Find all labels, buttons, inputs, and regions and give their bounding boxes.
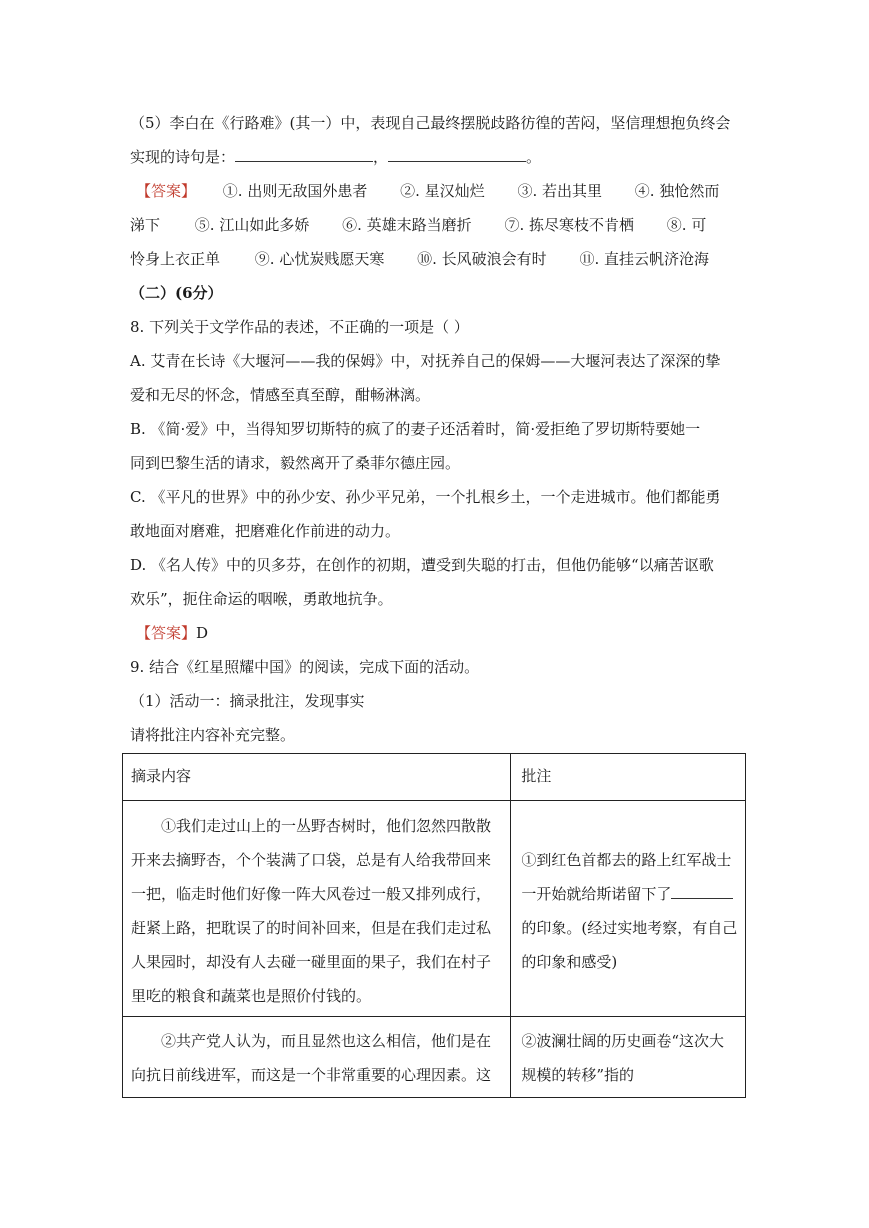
answer-line-1: [136, 181, 756, 201]
answer-blank-1[interactable]: [235, 147, 373, 162]
answer-blank-2[interactable]: [388, 147, 526, 162]
header-cell-note: [511, 754, 746, 801]
note-line: ①到红色首都去的路上红军战士: [521, 851, 732, 869]
answer-item: ④. 独怆然而: [634, 182, 720, 200]
answer-item: ⑩. 长风破浪会有时: [417, 250, 547, 268]
note-line: 的印象和感受): [521, 953, 618, 971]
note-cell: [511, 801, 746, 1017]
q9-stem: 9. 结合《红星照耀中国》的阅读，完成下面的活动。: [130, 658, 480, 676]
header-excerpt: 摘录内容: [131, 767, 192, 785]
answer-line-2: [130, 215, 750, 235]
q5-comma: ，: [373, 148, 389, 166]
q5-line2-prefix: 实现的诗句是：: [130, 148, 236, 166]
excerpt-line: 向抗日前线进军，而这是一个非常重要的心理因素。这: [131, 1066, 492, 1084]
q8-option-a: A. 艾青在长诗《大堰河——我的保姆》中，对抚养自己的保姆——大堰河表达了深深的挚: [130, 352, 721, 370]
answer-item: ⑧. 可: [666, 216, 707, 234]
excerpt-line: ②共产党人认为，而且显然也这么相信，他们是在: [161, 1032, 492, 1050]
q8-option-c-cont: 敢地面对磨难，把磨难化作前进的动力。: [130, 522, 401, 540]
excerpt-line: 赶紧上路，把耽误了的时间补回来，但是在我们走过私: [131, 919, 492, 937]
q8-option-b: B. 《简·爱》中，当得知罗切斯特的疯了的妻子还活着时，简·爱拒绝了罗切斯特要她一: [130, 420, 701, 438]
q8-option-b-cont: 同到巴黎生活的请求，毅然离开了桑菲尔德庄园。: [130, 454, 461, 472]
excerpt-line: 一把，临走时他们好像一阵大风卷过一般又排列成行，: [131, 885, 492, 903]
q9-instruction: 请将批注内容补充完整。: [130, 726, 296, 744]
answer-item: ⑥. 英雄末路当磨折: [342, 216, 472, 234]
answer-tag: 【答案】: [136, 624, 197, 642]
excerpt-table: [122, 753, 746, 1098]
excerpt-cell: [123, 1017, 511, 1098]
q9-activity1: （1）活动一：摘录批注，发现事实: [130, 692, 365, 710]
excerpt-cell: [123, 801, 511, 1017]
q8-option-d: D. 《名人传》中的贝多芬，在创作的初期，遭受到失聪的打击，但他仍能够“以痛苦讴歌: [130, 556, 714, 574]
excerpt-line: ①我们走过山上的一丛野杏树时，他们忽然四散散: [161, 817, 492, 835]
section-heading: （二）(6分）: [130, 284, 223, 302]
q8-stem: 8. 下列关于文学作品的表述，不正确的一项是（ ）: [130, 318, 469, 336]
q5-period: 。: [526, 148, 542, 166]
answer-tag: 【答案】: [136, 182, 197, 200]
answer-item: ③. 若出其里: [517, 182, 602, 200]
answer-item: ⑪. 直挂云帆济沧海: [579, 250, 709, 268]
answer-item: ⑨. 心忧炭贱愿天寒: [254, 250, 385, 268]
note-line: ②波澜壮阔的历史画卷“这次大: [521, 1032, 725, 1050]
note-line: 的印象。(经过实地考察，有自己: [521, 919, 738, 937]
excerpt-line: 开来去摘野杏，个个装满了口袋，总是有人给我带回来: [131, 851, 492, 869]
excerpt-line: 里吃的粮食和蔬菜也是照价付钱的。: [131, 987, 372, 1005]
header-note: 批注: [521, 767, 552, 785]
answer-item: ⑦. 拣尽寒枝不肯栖: [504, 216, 634, 234]
q8-option-d-cont: 欢乐”，扼住命运的咽喉，勇敢地抗争。: [130, 590, 393, 608]
q8-option-c: C. 《平凡的世界》中的孙少安、孙少平兄弟，一个扎根乡土，一个走进城市。他们都能勇: [130, 488, 721, 506]
q8-answer: [136, 623, 756, 643]
note-answer-blank[interactable]: [671, 884, 733, 899]
answer-item: ①. 出则无敌国外患者: [222, 182, 368, 200]
q5-line1: （5）李白在《行路难》(其一）中，表现自己最终摆脱歧路彷徨的苦闷，坚信理想抱负终会: [130, 114, 731, 132]
answer-value: D: [196, 624, 209, 642]
note-text: 一开始就给斯诺留下了: [521, 885, 672, 903]
table-header-row: [123, 754, 746, 801]
table-row: [123, 801, 746, 1017]
excerpt-line: 人果园时，却没有人去碰一碰里面的果子，我们在村子: [131, 953, 492, 971]
note-cell: [511, 1017, 746, 1098]
answer-item: 怜身上衣正单: [130, 250, 221, 268]
q8-option-a-cont: 爱和无尽的怀念，情感至真至醇，酣畅淋漓。: [130, 386, 431, 404]
note-line: 规模的转移”指的: [521, 1066, 635, 1084]
note-line: [521, 884, 733, 904]
header-cell-excerpt: [123, 754, 511, 801]
answer-item: ⑤. 江山如此多娇: [194, 216, 310, 234]
q5-line2: [130, 147, 750, 167]
answer-item: 涕下: [130, 216, 161, 234]
answer-line-3: [130, 249, 750, 269]
table-row: [123, 1017, 746, 1098]
answer-item: ②. 星汉灿烂: [400, 182, 485, 200]
